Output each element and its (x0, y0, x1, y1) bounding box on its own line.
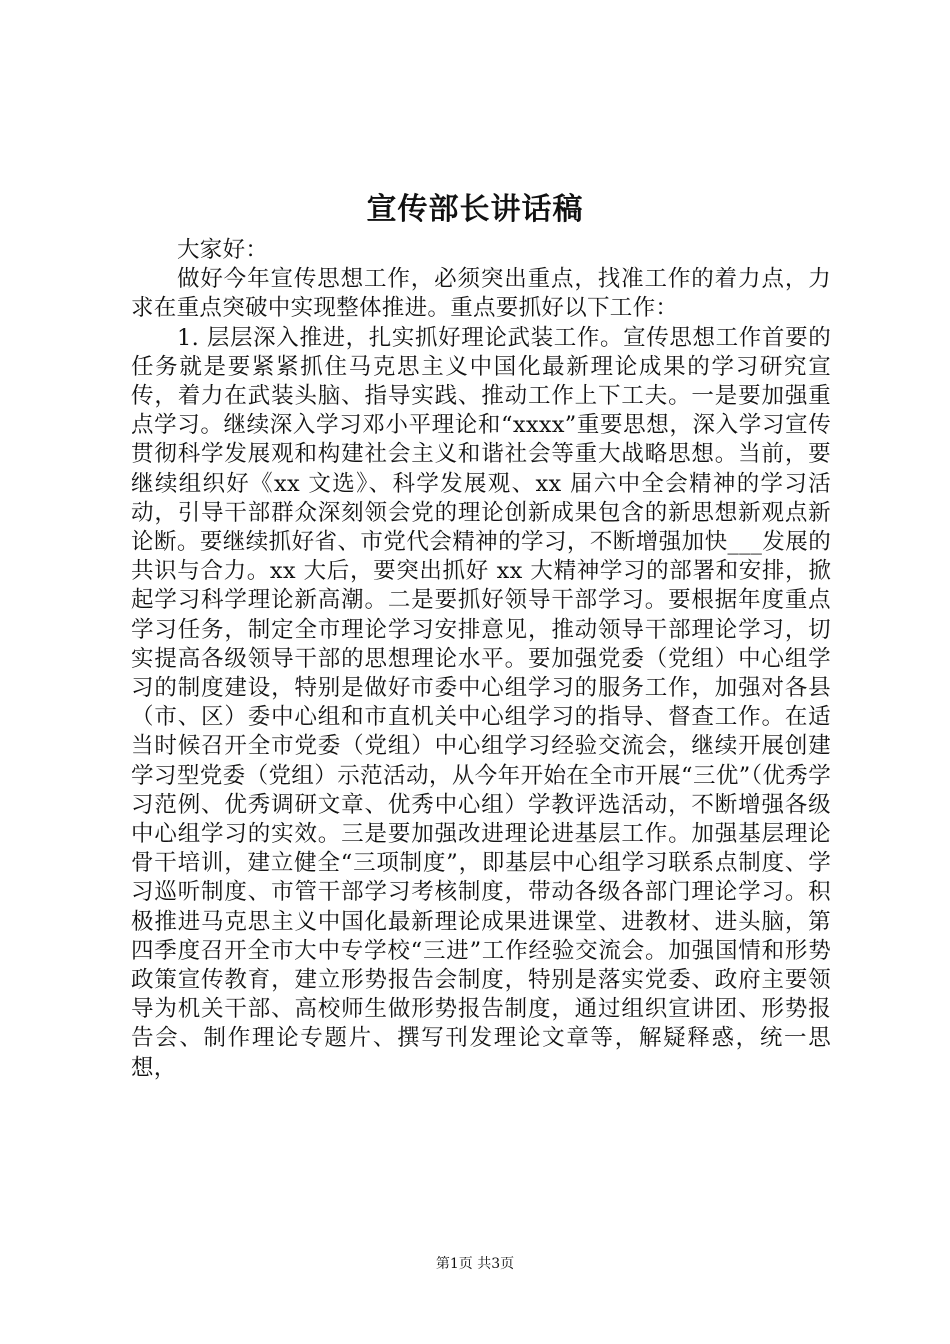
section-1-paragraph: 1. 层层深入推进，扎实抓好理论武装工作。宣传思想工作首要的任务就是要紧紧抓住马克思主义中国化最新理论成果的学习研究宣传，着力在武装头脑、指导实践、推动工作上下工夫。一是要加强重点学习。继续深入学习邓小平理论和“xxxx”重要思想，深入学习宣传贯彻科学发展观和构建社会主义和谐社会等重大战略思想。当前，要继续组织好《xx 文选》、科学发展观、xx 届六中全会精神的学习活动，引导干部群众深刻领会党的理论创新成果包含的新思想新观点新论断。要继续抓好省、市党代会精神的学习，不断增强加快___发展的共识与合力。xx 大后，要突出抓好 xx 大精神学习的部署和安排，掀起学习科学理论新高潮。二是要抓好领导干部学习。要根据年度重点学习任务，制定全市理论学习安排意见，推动领导干部理论学习，切实提高各级领导干部的思想理论水平。要加强党委（党组）中心组学习的制度建设，特别是做好市委中心组学习的服务工作，加强对各县（市、区）委中心组和市直机关中心组学习的指导、督查工作。在适当时候召开全市党委（党组）中心组学习经验交流会，继续开展创建学习型党委（党组）示范活动，从今年开始在全市开展“三优”（优秀学习范例、优秀调研文章、优秀中心组）学教评选活动，不断增强各级中心组学习的实效。三是要加强改进理论进基层工作。加强基层理论骨干培训，建立健全“三项制度”，即基层中心组学习联系点制度、学习巡听制度、市管干部学习考核制度，带动各级各部门理论学习。积极推进马克思主义中国化最新理论成果进课堂、进教材、进头脑，第四季度召开全市大中专学校“三进”工作经验交流会。加强国情和形势政策宣传教育，建立形势报告会制度，特别是落实党委、政府主要领导为机关干部、高校师生做形势报告制度，通过组织宣讲团、形势报告会、制作理论专题片、撰写刊发理论文章等，解疑释惑，统一思想， (131, 324, 831, 1081)
document-title: 宣传部长讲话稿 (366, 192, 584, 227)
page-number-footer: 第1页 共3页 (435, 1256, 515, 1272)
intro-paragraph: 做好今年宣传思想工作，必须突出重点，找准工作的着力点，力求在重点突破中实现整体推进。重点要抓好以下工作： (131, 266, 831, 322)
greeting-paragraph: 大家好： (177, 237, 269, 263)
document-body (131, 236, 831, 1083)
